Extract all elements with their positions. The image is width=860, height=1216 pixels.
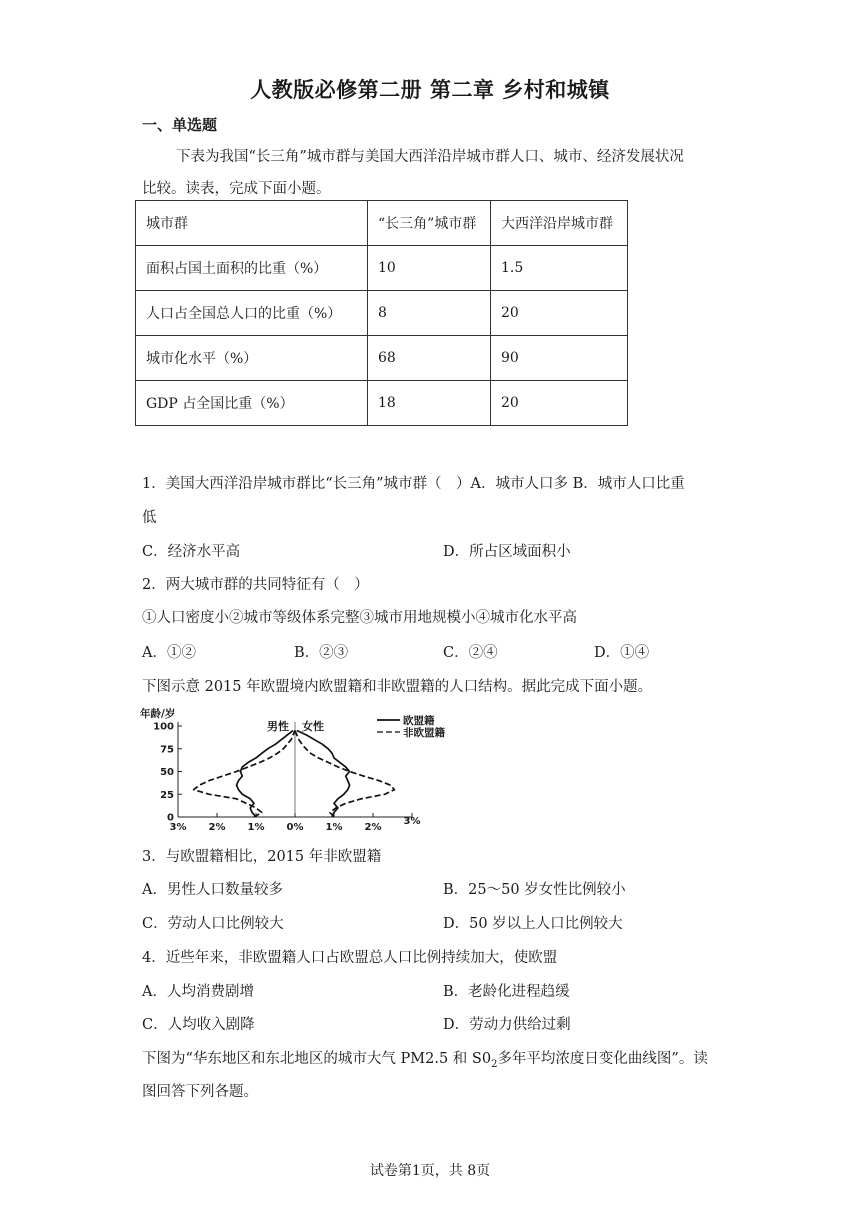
question-3-stem: 3．与欧盟籍相比，2015 年非欧盟籍 (142, 849, 382, 865)
table-cell: GDP 占全国比重（%） (136, 381, 368, 426)
x-tick-label: 3% (403, 816, 421, 827)
section-heading: 一、单选题 (142, 116, 218, 134)
table-cell: 68 (368, 336, 491, 381)
table-cell: 20 (491, 291, 628, 336)
next-figure-intro-line-2: 图回答下列各题。 (142, 1084, 258, 1100)
table-row (136, 246, 628, 291)
page-footer: 试卷第1页，共 8页 (369, 1163, 491, 1179)
table-cell: 人口占全国总人口的比重（%） (136, 291, 368, 336)
table-row (136, 336, 628, 381)
table-cell: 面积占国土面积的比重（%） (136, 246, 368, 291)
table-cell: 1.5 (491, 246, 628, 291)
table-cell: 18 (368, 381, 491, 426)
y-tick-label: 25 (160, 789, 174, 801)
series-line-eu-male (237, 731, 294, 818)
page-title: 人教版必修第二册 第二章 乡村和城镇 (250, 78, 610, 102)
question-4-option-d: D．劳动力供给过剩 (443, 1017, 571, 1033)
table-row (136, 291, 628, 336)
question-2-items: ①人口密度小②城市等级体系完整③城市用地规模小④城市化水平高 (142, 610, 577, 626)
question-4-option-b: B．老龄化进程趋缓 (443, 984, 570, 1000)
population-pyramid-chart (130, 700, 470, 840)
subscript-two: 2 (491, 1058, 498, 1070)
x-tick-label: 1% (325, 822, 343, 833)
question-3-option-a: A．男性人口数量较多 (142, 882, 283, 898)
question-2-stem: 2．两大城市群的共同特征有（ ） (142, 577, 369, 593)
y-tick-label: 0 (167, 812, 174, 824)
question-4-option-c: C．人均收入剧降 (142, 1017, 255, 1033)
table-cell: 90 (491, 336, 628, 381)
x-tick-label: 3% (169, 822, 187, 833)
table-cell: 城市化水平（%） (136, 336, 368, 381)
question-2-option-c: C．②④ (443, 645, 498, 661)
intro-paragraph-line-2: 比较。读表，完成下面小题。 (142, 181, 331, 197)
series-line-non-eu-female (295, 731, 394, 818)
question-3-option-d: D．50 岁以上人口比例较大 (443, 916, 623, 932)
question-2-option-a: A．①② (142, 645, 196, 661)
series-line-non-eu-male (194, 731, 295, 818)
question-1-option-c: C．经济水平高 (142, 544, 241, 560)
legend-label-eu: 欧盟籍 (403, 715, 435, 727)
table-header-cell: 城市群 (136, 201, 368, 246)
y-tick-label: 50 (160, 767, 174, 778)
question-4-stem: 4．近些年来，非欧盟籍人口占欧盟总人口比例持续加大，使欧盟 (142, 950, 558, 966)
y-axis-label: 年龄/岁 (140, 708, 176, 720)
y-tick-label: 100 (153, 721, 174, 733)
y-tick-label: 75 (160, 744, 174, 756)
question-1-option-d: D．所占区域面积小 (443, 544, 571, 560)
x-tick-label: 2% (208, 822, 226, 833)
x-tick-label: 2% (364, 822, 382, 833)
next-figure-intro-text-a: 下图为“华东地区和东北地区的城市大气 PM2.5 和 S0 (142, 1051, 492, 1067)
question-1-stem: 1．美国大西洋沿岸城市群比“长三角”城市群（ ）A．城市人口多 B．城市人口比重 (142, 476, 685, 492)
next-figure-intro-line-1 (142, 1047, 708, 1070)
question-4-option-a: A．人均消费剧增 (142, 984, 254, 1000)
intro-paragraph-line-1: 下表为我国“长三角”城市群与美国大西洋沿岸城市群人口、城市、经济发展状况 (176, 149, 684, 165)
question-3-option-c: C．劳动人口比例较大 (142, 916, 284, 932)
chart-intro-text: 下图示意 2015 年欧盟境内欧盟籍和非欧盟籍的人口结构。据此完成下面小题。 (142, 679, 653, 695)
question-3-option-b: B．25～50 岁女性比例较小 (443, 882, 626, 898)
comparison-table (135, 200, 628, 426)
table-cell: 20 (491, 381, 628, 426)
male-label: 男性 (267, 720, 289, 733)
table-cell: 8 (368, 291, 491, 336)
question-2-option-b: B．②③ (294, 645, 349, 661)
question-1-stem-continued: 低 (142, 510, 157, 526)
series-line-eu-female (297, 731, 350, 818)
next-figure-intro-text-b: 多年平均浓度日变化曲线图”。读 (497, 1051, 708, 1067)
table-row (136, 381, 628, 426)
table-header-cell: “长三角”城市群 (368, 201, 491, 246)
legend-label-non-eu: 非欧盟籍 (403, 727, 445, 739)
table-cell: 10 (368, 246, 491, 291)
table-header-row (136, 201, 628, 246)
x-tick-label: 0% (286, 822, 304, 833)
question-2-option-d: D．①④ (594, 645, 650, 661)
x-tick-label: 1% (247, 822, 265, 833)
female-label: 女性 (302, 720, 324, 733)
table-header-cell: 大西洋沿岸城市群 (491, 201, 628, 246)
